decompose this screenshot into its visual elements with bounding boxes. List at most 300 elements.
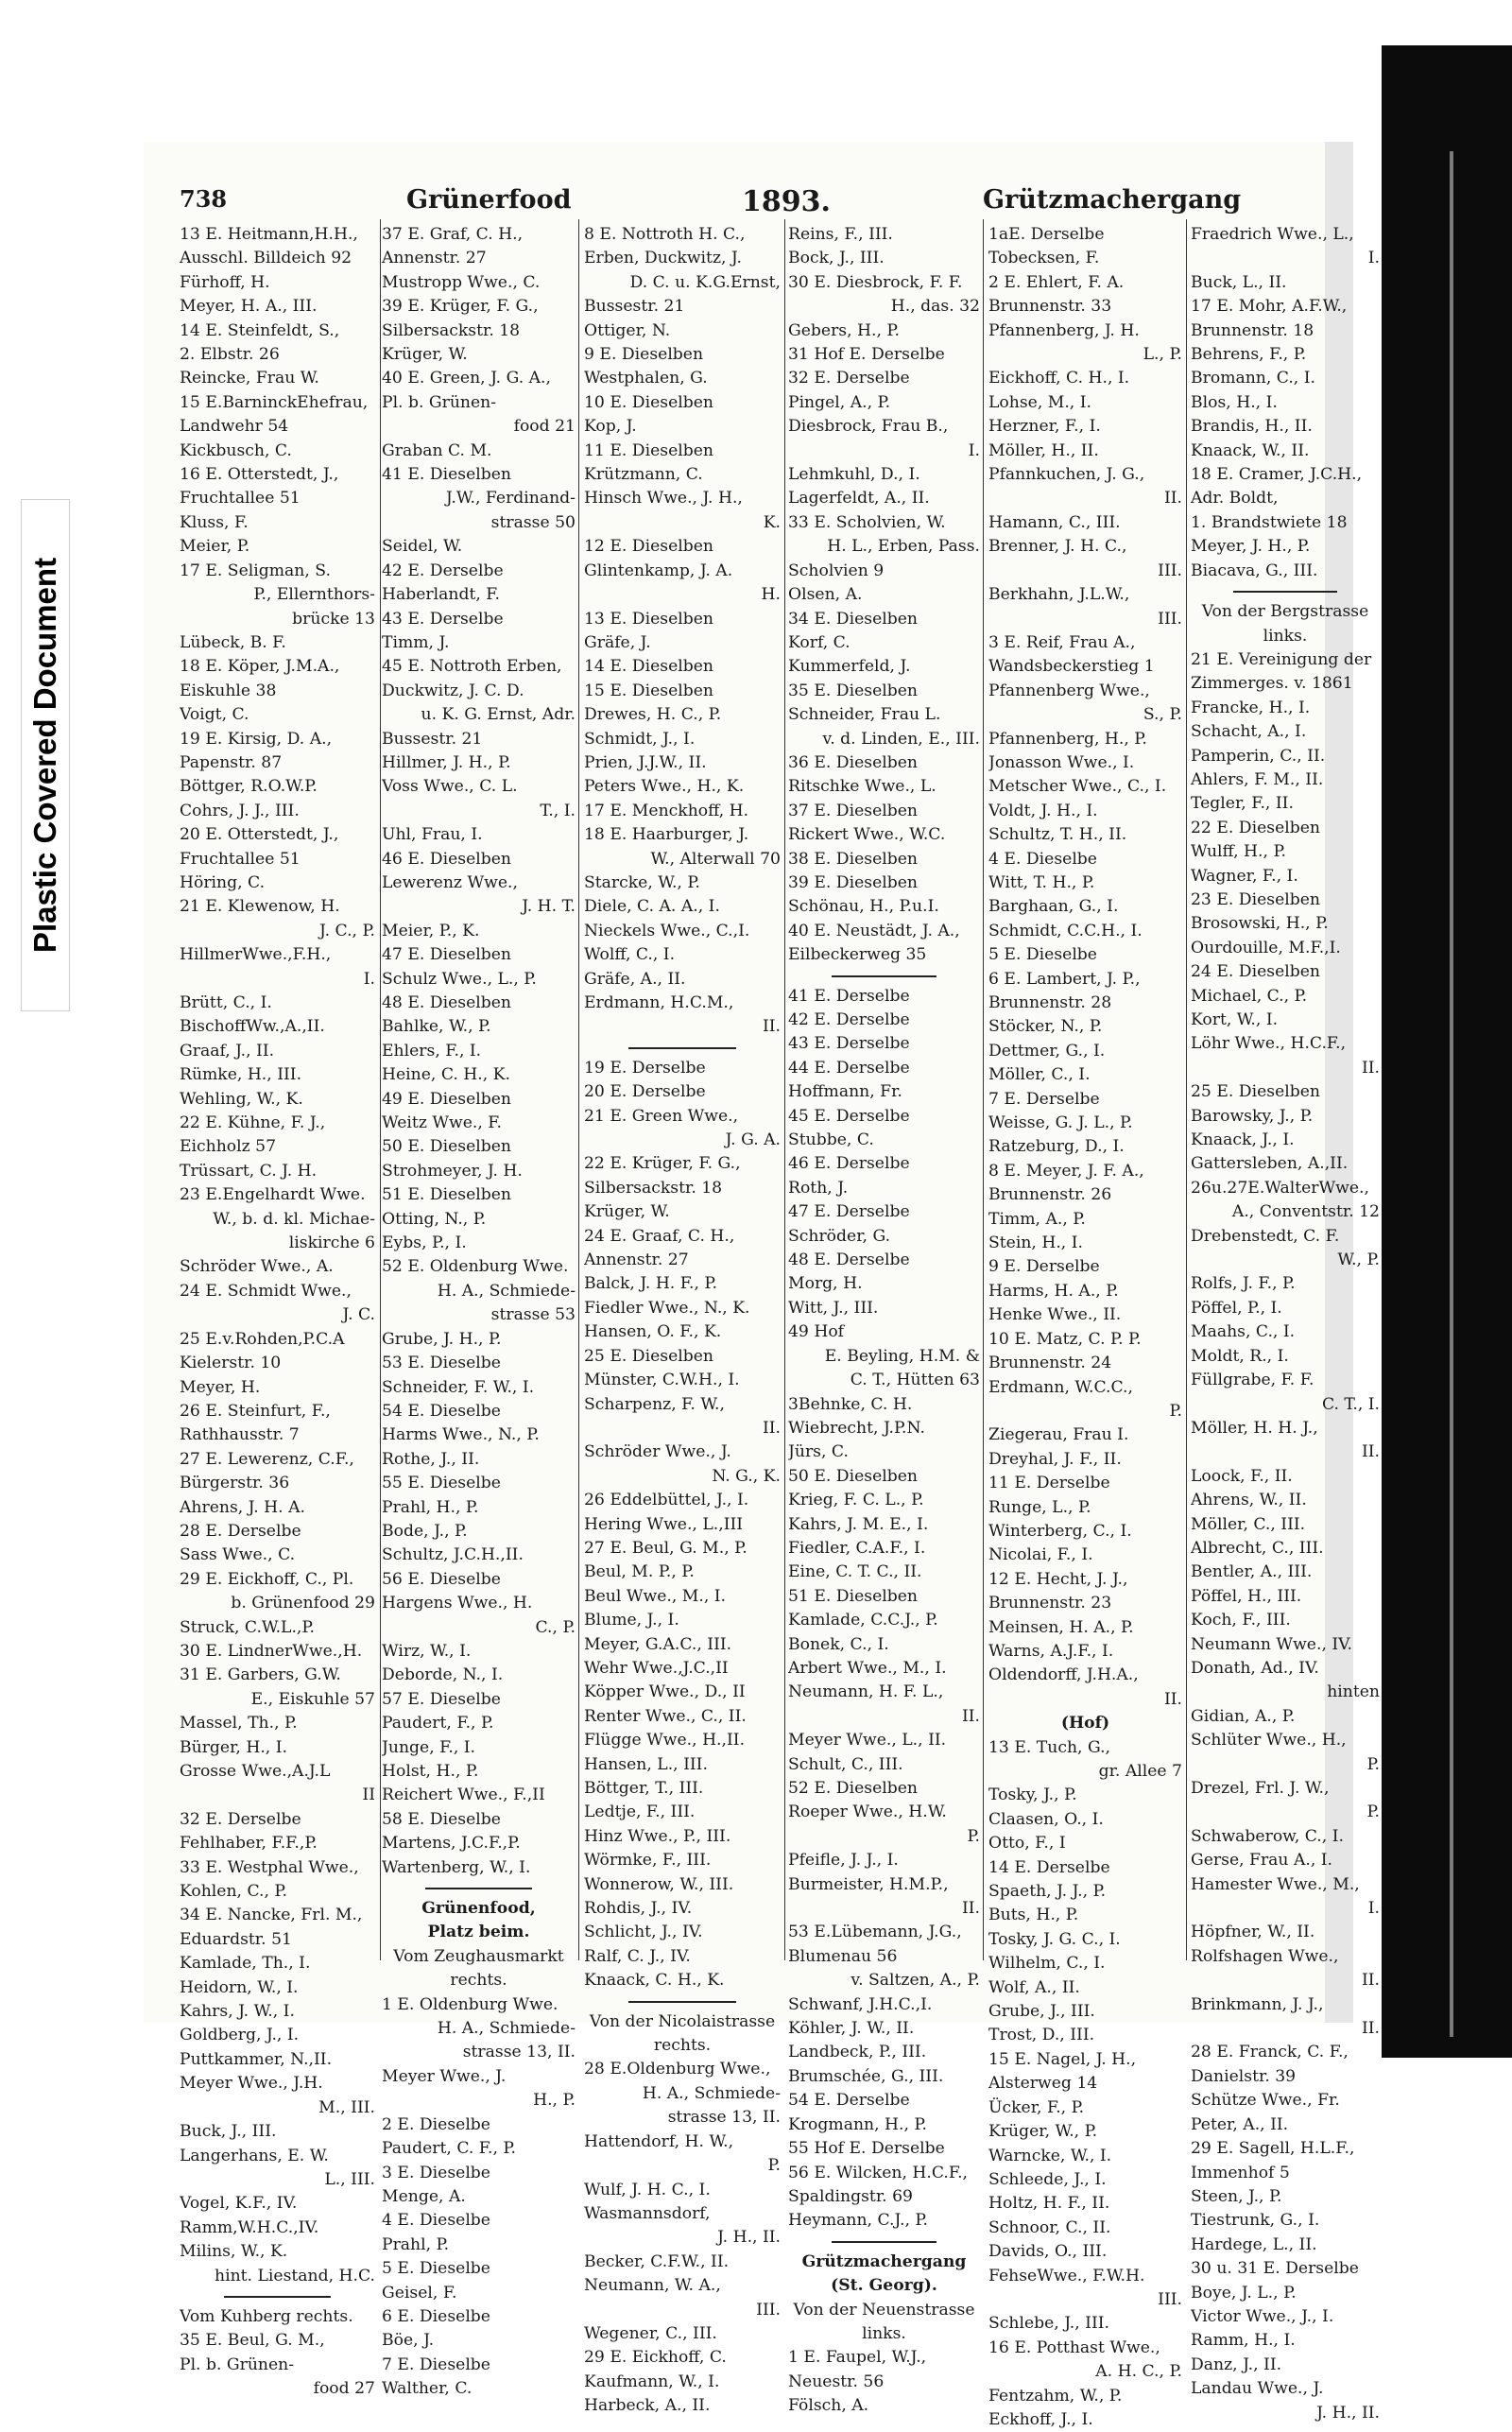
directory-entry-line: Füllgrabe, F. F. (1191, 1371, 1314, 1390)
directory-entry-line: Bussestr. 21 (584, 297, 685, 317)
directory-entry-line: Fiedler Wwe., N., K. (584, 1298, 750, 1318)
directory-entry-line: Fentzahm, W., P. (988, 2386, 1123, 2406)
directory-entry-line: W., Alterwall 70 (650, 849, 781, 869)
directory-entry-line: Blume, J., I. (584, 1611, 679, 1630)
directory-entry-line: Landwehr 54 (180, 417, 289, 437)
directory-entry-line: 42 E. Derselbe (382, 561, 504, 580)
directory-entry-line: hinten (1327, 1682, 1380, 1702)
directory-entry-line: 41 E. Dieselben (382, 465, 511, 485)
directory-entry-line: Gräfe, A., II. (584, 969, 686, 989)
directory-entry-line: K. (763, 512, 781, 532)
directory-entry-line: 3Behnke, C. H. (788, 1394, 913, 1414)
directory-entry-line: Weitz Wwe., F. (382, 1113, 503, 1133)
directory-entry-line: 3 E. Dieselbe (382, 2163, 490, 2182)
directory-entry-line: 41 E. Derselbe (788, 986, 910, 1006)
directory-entry-line: Milins, W., K. (180, 2242, 288, 2262)
directory-entry-line: Brütt, C., I. (180, 993, 272, 1012)
directory-entry-line: T., I. (540, 801, 576, 820)
directory-entry-line: P. (1169, 1401, 1182, 1421)
directory-entry-line: 56 E. Dieselbe (382, 1569, 501, 1589)
directory-entry-line: Ücker, F., P. (988, 2097, 1085, 2117)
directory-entry-line: Puttkammer, N.,II. (180, 2049, 333, 2069)
directory-entry-line: 14 E. Derselbe (988, 1857, 1110, 1877)
directory-entry-line: Ritschke Wwe., L. (788, 777, 936, 797)
directory-entry-line: W., P. (1337, 1250, 1380, 1270)
directory-entry-line: N. G., K. (712, 1466, 781, 1486)
directory-entry-line: Schmidt, J., I. (584, 729, 696, 749)
directory-entry-line: 54 E. Derselbe (788, 2091, 910, 2111)
directory-entry-line: 7 E. Derselbe (988, 1089, 1100, 1109)
directory-entry-line: 42 E. Derselbe (788, 1010, 910, 1029)
directory-entry-line: Boye, J. L., P. (1191, 2283, 1297, 2303)
directory-column-3 (584, 223, 781, 2419)
directory-entry-line: 10 E. Dieselben (584, 392, 713, 412)
directory-entry-line: Ottiger, N. (584, 320, 671, 340)
directory-entry-line: Graaf, J., II. (180, 1041, 275, 1061)
directory-entry-line: strasse 53 (490, 1305, 576, 1325)
directory-entry-line: Struck, C.W.L.,P. (180, 1617, 315, 1637)
directory-entry-line: 25 E. Dieselben (1191, 1082, 1320, 1102)
directory-entry-line: Kummerfeld, J. (788, 657, 911, 677)
directory-entry-line: 5 E. Dieselbe (988, 945, 1097, 965)
right-running-title: Grützmachergang (983, 185, 1242, 215)
directory-entry-line: J. H., II. (717, 2228, 781, 2248)
directory-entry-line: Grützmachergang (801, 2251, 967, 2271)
directory-entry-line: Biacava, G., III. (1191, 561, 1318, 580)
directory-entry-line: 6 E. Dieselbe (382, 2306, 490, 2326)
directory-entry-line: III. (1158, 561, 1182, 580)
directory-entry-line: Wasmannsdorf, (584, 2203, 711, 2223)
directory-entry-line: Pfannenberg Wwe., (988, 681, 1150, 700)
directory-entry-line: Pöffel, H., III. (1191, 1586, 1302, 1606)
directory-entry-line: 19 E. Kirsig, D. A., (180, 729, 333, 749)
directory-entry-line: Möller, C., III. (1191, 1514, 1306, 1534)
directory-entry-line: HillmerWwe.,F.H., (180, 945, 332, 965)
directory-entry-line: 8 E. Meyer, J. F. A., (988, 1161, 1144, 1181)
directory-entry-line: Peters Wwe., H., K. (584, 777, 745, 797)
directory-entry-line: H., das. 32 (890, 297, 980, 317)
directory-entry-line: Witt, T. H., P. (988, 872, 1095, 892)
directory-entry-line: Kop, J. (584, 417, 637, 437)
next-page-edge (1450, 151, 1453, 2037)
directory-entry-line: 4 E. Dieselbe (382, 2211, 490, 2231)
directory-entry-line: C., P. (535, 1617, 576, 1637)
directory-entry-line: Böttger, R.O.W.P. (180, 777, 318, 797)
directory-entry-line: 26u.27E.WalterWwe., (1191, 1178, 1369, 1198)
directory-entry-line: C. T., Hütten 63 (850, 1371, 980, 1390)
directory-entry-line: Neumann, W. A., (584, 2276, 721, 2296)
column-rule (983, 219, 984, 1960)
directory-entry-line: Wolff, C., I. (584, 945, 676, 965)
directory-entry-line: Gebers, H., P. (788, 320, 900, 340)
directory-entry-line: 10 E. Matz, C. P. P. (988, 1329, 1142, 1349)
directory-entry-line: III. (1158, 609, 1182, 629)
directory-entry-line: Drebenstedt, C. F. (1191, 1226, 1340, 1246)
directory-entry-line: E. Beyling, H.M. & (824, 1346, 980, 1366)
black-edge-right (1382, 45, 1512, 2058)
directory-entry-line: Schwanf, J.H.C.,I. (788, 1994, 933, 2014)
directory-entry-line: Mustropp Wwe., C. (382, 272, 541, 292)
directory-entry-line: 1aE. Derselbe (988, 225, 1105, 244)
directory-entry-line: J. C. (342, 1305, 375, 1325)
directory-entry-line: Diele, C. A. A., I. (584, 897, 720, 917)
directory-entry-line: Eiskuhle 38 (180, 681, 277, 700)
directory-entry-line: III. (756, 2300, 781, 2320)
directory-entry-line: 55 Hof E. Derselbe (788, 2139, 945, 2159)
directory-entry-line: Weisse, G. J. L., P. (988, 1113, 1133, 1133)
directory-entry-line: II. (1163, 1689, 1182, 1709)
directory-entry-line: 50 E. Dieselben (788, 1466, 918, 1486)
directory-entry-line: M., III. (318, 2097, 375, 2117)
directory-entry-line: 18 E. Köper, J.M.A., (180, 657, 340, 677)
directory-entry-line: Ahrens, W., II. (1191, 1491, 1307, 1510)
directory-entry-line: Barghaan, G., I. (988, 897, 1119, 917)
directory-entry-line: Ralf, C. J., IV. (584, 1946, 691, 1966)
directory-entry-line: 30 E. Diesbrock, F. F. (788, 272, 963, 292)
directory-entry-line: Bürger, H., I. (180, 1737, 287, 1757)
section-separator (584, 1993, 781, 2010)
directory-entry-line: Immenhof 5 (1191, 2163, 1290, 2182)
directory-entry-line: Rickert Wwe., W.C. (788, 825, 946, 845)
directory-entry-line: E., Eiskuhle 57 (250, 1689, 375, 1709)
directory-entry-line: Wilhelm, C., I. (988, 1954, 1106, 1974)
directory-entry-line: 27 E. Lewerenz, C.F., (180, 1449, 354, 1469)
directory-entry-line: Fruchtallee 51 (180, 489, 301, 509)
directory-entry-line: Holst, H., P. (382, 1762, 479, 1781)
directory-entry-line: Neumann Wwe., IV. (1191, 1634, 1353, 1654)
directory-entry-line: Wandsbeckerstieg 1 (988, 657, 1155, 677)
section-separator (1191, 583, 1380, 600)
directory-entry-line: Grosse Wwe.,A.J.L (180, 1762, 331, 1781)
directory-entry-line: Buck, L., II. (1191, 272, 1287, 292)
directory-entry-line: 14 E. Dieselben (584, 657, 713, 677)
directory-entry-line: 51 E. Dieselben (382, 1185, 511, 1205)
directory-entry-line: 29 E. Sagell, H.L.F., (1191, 2139, 1355, 2159)
directory-entry-line: Hamann, C., III. (988, 512, 1121, 532)
directory-entry-line: Rolfshagen Wwe., (1191, 1946, 1339, 1966)
directory-entry-line: Grube, J. H., P. (382, 1329, 502, 1349)
directory-entry-line: 35 E. Dieselben (788, 681, 918, 700)
directory-entry-line: Wartenberg, W., I. (382, 1857, 531, 1877)
directory-entry-line: Lewerenz Wwe., (382, 872, 518, 892)
directory-entry-line: Jonasson Wwe., I. (988, 752, 1135, 772)
directory-entry-line: BischoffWw.,A.,II. (180, 1017, 325, 1037)
directory-entry-line: strasse 13, II. (462, 2043, 576, 2062)
directory-entry-line: 31 Hof E. Derselbe (788, 345, 945, 365)
directory-entry-line: Spaldingstr. 69 (788, 2186, 913, 2206)
directory-entry-line: Meyer, G.A.C., III. (584, 1634, 732, 1654)
directory-entry-line: 45 E. Derselbe (788, 1106, 910, 1126)
directory-entry-line: rechts. (450, 1971, 507, 1991)
directory-entry-line: H. A., Schmiede- (437, 1281, 576, 1301)
plastic-covered-text: Plastic Covered Document (27, 557, 62, 954)
directory-entry-line: Walther, C. (382, 2379, 472, 2399)
directory-entry-line: 18 E. Haarburger, J. (584, 825, 749, 845)
directory-entry-line: H. L., Erben, Pass. (827, 537, 980, 557)
directory-entry-line: Grünenfood, (421, 1899, 536, 1919)
directory-entry-line: Brandis, H., II. (1191, 417, 1313, 437)
directory-entry-line: Ahrens, J. H. A. (180, 1497, 305, 1517)
directory-entry-line: 13 E. Tuch, G., (988, 1737, 1111, 1757)
directory-entry-line: 13 E. Dieselben (584, 609, 713, 629)
directory-entry-line: 29 E. Eickhoff, C., Pl. (180, 1569, 354, 1589)
directory-entry-line: Hargens Wwe., H. (382, 1594, 533, 1613)
directory-entry-line: Pöffel, P., I. (1191, 1298, 1282, 1318)
directory-entry-line: Becker, C.F.W., II. (584, 2251, 730, 2271)
directory-entry-line: Schlebe, J., III. (988, 2314, 1110, 2334)
directory-entry-line: Hansen, O. F., K. (584, 1322, 722, 1342)
directory-entry-line: Wegener, C., III. (584, 2323, 717, 2343)
directory-entry-line: Schult, C., III. (788, 1754, 903, 1774)
directory-entry-line: 53 E.Lübemann, J.G., (788, 1923, 962, 1942)
directory-entry-line: Reichert Wwe., F.,II (382, 1785, 545, 1805)
directory-entry-line: Herzner, F., I. (988, 417, 1101, 437)
directory-entry-line: J. G. A. (725, 1130, 781, 1150)
directory-entry-line: 54 E. Dieselbe (382, 1401, 501, 1421)
directory-entry-line: b. Grünenfood 29 (231, 1594, 375, 1613)
directory-entry-line: Rathhausstr. 7 (180, 1425, 300, 1445)
directory-entry-line: Brunnenstr. 33 (988, 297, 1112, 317)
directory-entry-line: Buck, J., III. (180, 2122, 277, 2142)
directory-entry-line: Knaack, C. H., K. (584, 1971, 725, 1991)
directory-entry-line: Berkhahn, J.L.W., (988, 585, 1130, 605)
directory-entry-line: Böttger, T., III. (584, 1779, 704, 1798)
directory-entry-line: Meyer, J. H., P. (1191, 537, 1311, 557)
directory-entry-line: Duckwitz, J. C. D. (382, 681, 524, 700)
directory-entry-line: Zimmerges. v. 1861 (1191, 674, 1353, 694)
directory-entry-line: 35 E. Beul, G. M., (180, 2331, 325, 2351)
directory-entry-line: Danz, J., II. (1191, 2354, 1282, 2374)
directory-entry-line: Hansen, L., III. (584, 1754, 708, 1774)
directory-entry-line: Meyer, H. A., III. (180, 297, 318, 317)
directory-entry-line: Eichholz 57 (180, 1137, 277, 1157)
directory-entry-line: Metscher Wwe., C., I. (988, 777, 1167, 797)
directory-entry-line: Heine, C. H., K. (382, 1065, 510, 1085)
directory-entry-line: Wulff, H., P. (1191, 842, 1286, 862)
directory-entry-line: 2 E. Ehlert, F. A. (988, 272, 1125, 292)
directory-entry-line: hint. Liestand, H.C. (215, 2266, 375, 2285)
directory-entry-line: Lohse, M., I. (988, 392, 1091, 412)
directory-entry-line: Eilbeckerweg 35 (788, 945, 927, 965)
directory-entry-line: Trost, D., III. (988, 2026, 1095, 2045)
directory-entry-line: Pl. b. Grünen- (180, 2354, 295, 2374)
directory-entry-line: Meinsen, H. A., P. (988, 1617, 1134, 1637)
directory-column-1 (180, 223, 375, 2402)
directory-entry-line: II. (1361, 1442, 1380, 1462)
directory-entry-line: Claasen, O., I. (988, 1809, 1104, 1829)
directory-entry-line: Prien, J.J.W., II. (584, 752, 707, 772)
directory-entry-line: Flügge Wwe., H.,II. (584, 1731, 746, 1751)
directory-entry-line: Sass Wwe., C. (180, 1545, 296, 1565)
directory-entry-line: Warncke, W., I. (988, 2146, 1112, 2165)
directory-entry-line: Ausschl. Billdeich 92 (180, 249, 352, 268)
directory-entry-line: Beul, M. P., P. (584, 1562, 695, 1582)
directory-entry-line: 14 E. Steinfeldt, S., (180, 320, 340, 340)
directory-entry-line: Heidorn, W., I. (180, 1977, 299, 1997)
directory-entry-line: 28 E. Derselbe (180, 1521, 301, 1541)
directory-entry-line: gr. Allee 7 (1098, 1762, 1182, 1781)
directory-entry-line: Starcke, W., P. (584, 872, 700, 892)
directory-entry-line: 2 E. Dieselbe (382, 2114, 490, 2134)
directory-entry-line: Deborde, N., I. (382, 1665, 504, 1685)
directory-entry-line: FehseWwe., F.W.H. (988, 2266, 1145, 2285)
directory-entry-line: Krüger, W. (382, 345, 468, 365)
directory-entry-line: 1 E. Faupel, W.J., (788, 2348, 927, 2368)
directory-entry-line: Fölsch, A. (788, 2396, 869, 2416)
directory-entry-line: 47 E. Derselbe (788, 1202, 910, 1222)
directory-entry-line: Diesbrock, Frau B., (788, 417, 949, 437)
directory-entry-line: Prahl, P. (382, 2234, 450, 2254)
directory-entry-line: L., P. (1143, 345, 1182, 365)
directory-entry-line: Buts, H., P. (988, 1906, 1079, 1925)
directory-entry-line: Meyer Wwe., L., II. (788, 1731, 947, 1751)
directory-entry-line: 7 E. Dieselbe (382, 2354, 490, 2374)
directory-entry-line: Knaack, J., I. (1191, 1130, 1295, 1150)
directory-entry-line: 2. Elbstr. 26 (180, 345, 280, 365)
directory-entry-line: Schröder Wwe., A. (180, 1257, 334, 1277)
directory-entry-line: Graban C. M. (382, 440, 492, 460)
left-running-title: Grünerfood (406, 185, 572, 215)
directory-entry-line: Seidel, W. (382, 537, 463, 557)
directory-entry-line: Holtz, H. F., II. (988, 2194, 1110, 2214)
directory-entry-line: Kahrs, J. W., I. (180, 2002, 295, 2022)
directory-entry-line: Martens, J.C.F.,P. (382, 1834, 521, 1854)
directory-entry-line: Tiestrunk, G., I. (1191, 2211, 1320, 2231)
directory-entry-line: 43 E. Derselbe (382, 609, 504, 629)
directory-entry-line: Brinkmann, J. J., (1191, 1994, 1324, 2014)
directory-entry-line: Kielerstr. 10 (180, 1354, 282, 1373)
directory-entry-line: 28 E.Oldenburg Wwe., (584, 2060, 771, 2079)
directory-entry-line: Landbeck, P., III. (788, 2043, 927, 2062)
directory-entry-line: Ledtje, F., III. (584, 1802, 696, 1822)
directory-entry-line: P. (967, 1826, 980, 1846)
directory-entry-line: Knaack, W., II. (1191, 440, 1310, 460)
directory-entry-line: Rohdis, J., IV. (584, 1899, 693, 1919)
directory-entry-line: Langerhans, E. W. (180, 2146, 329, 2165)
directory-entry-line: 13 E. Heitmann,H.H., (180, 225, 358, 244)
directory-entry-line: Bürgerstr. 36 (180, 1474, 290, 1493)
directory-entry-line: 46 E. Dieselben (382, 849, 511, 869)
directory-entry-line: Arbert Wwe., M., I. (788, 1658, 947, 1678)
column-rule (578, 219, 579, 1960)
directory-entry-line: Tegler, F., II. (1191, 794, 1294, 814)
directory-entry-line: Cohrs, J. J., III. (180, 801, 300, 820)
directory-entry-line: Moldt, R., I. (1191, 1346, 1289, 1366)
directory-entry-line: 56 E. Wilcken, H.C.F., (788, 2163, 968, 2182)
directory-entry-line: A., Conventstr. 12 (1231, 1202, 1380, 1222)
directory-entry-line: H. A., Schmiede- (437, 2019, 576, 2039)
directory-entry-line: Heymann, C.J., P. (788, 2211, 928, 2231)
directory-entry-line: Otting, N., P. (382, 1209, 487, 1229)
directory-entry-line: 15 E.BarninckEhefrau, (180, 392, 369, 412)
directory-entry-line: Adr. Boldt, (1191, 489, 1279, 509)
directory-entry-line: 58 E. Dieselbe (382, 1809, 501, 1829)
directory-entry-line: Schröder Wwe., J. (584, 1442, 731, 1462)
directory-entry-line: Wirz, W., I. (382, 1641, 472, 1661)
directory-entry-line: 21 E. Vereinigung der (1191, 649, 1372, 669)
directory-entry-line: Schütze Wwe., Fr. (1191, 2091, 1340, 2111)
directory-entry-line: Hillmer, J. H., P. (382, 752, 511, 772)
directory-entry-line: 52 E. Oldenburg Wwe. (382, 1257, 569, 1277)
directory-entry-line: Kickbusch, C. (180, 440, 292, 460)
directory-entry-line: 25 E.v.Rohden,P.C.A (180, 1329, 345, 1349)
directory-entry-line: (Hof) (1060, 1714, 1110, 1733)
directory-entry-line: 1 E. Oldenburg Wwe. (382, 1994, 558, 2014)
directory-column-2 (382, 223, 576, 2402)
directory-entry-line: Ramm, H., I. (1191, 2331, 1296, 2351)
directory-entry-line: 39 E. Krüger, F. G., (382, 297, 539, 317)
directory-entry-line: Ehlers, F., I. (382, 1041, 482, 1061)
directory-entry-line: Böe, J. (382, 2331, 435, 2351)
directory-entry-line: Pamperin, C., II. (1191, 746, 1326, 766)
directory-entry-line: Morg, H. (788, 1274, 863, 1294)
directory-entry-line: 20 E. Derselbe (584, 1082, 706, 1102)
directory-entry-line: 17 E. Mohr, A.F.W., (1191, 297, 1348, 317)
section-separator (584, 1040, 781, 1057)
directory-entry-line: Westphalen, G. (584, 369, 708, 388)
directory-entry-line: Brenner, J. H. C., (988, 537, 1127, 557)
directory-entry-line: Münster, C.W.H., I. (584, 1371, 740, 1390)
directory-entry-line: Junge, F., I. (382, 1737, 476, 1757)
directory-entry-line: 12 E. Hecht, J. J., (988, 1569, 1128, 1589)
directory-entry-line: 20 E. Otterstedt, J., (180, 825, 339, 845)
directory-entry-line: Nieckels Wwe., C.,I. (584, 921, 750, 940)
directory-entry-line: 22 E. Dieselben (1191, 818, 1320, 837)
directory-entry-line: I. (363, 969, 375, 989)
directory-entry-line: II. (961, 1706, 980, 1726)
directory-entry-line: food 27 (313, 2379, 375, 2399)
directory-column-6 (1191, 223, 1380, 2425)
directory-column-5 (988, 223, 1182, 2432)
directory-entry-line: 21 E. Klewenow, H. (180, 897, 340, 917)
directory-entry-line: 16 E. Otterstedt, J., (180, 465, 339, 485)
directory-entry-line: Schnoor, C., II. (988, 2217, 1111, 2237)
directory-entry-line: Behrens, F., P. (1191, 345, 1307, 365)
directory-entry-line: strasse 13, II. (667, 2108, 781, 2128)
directory-entry-line: Beul Wwe., M., I. (584, 1586, 727, 1606)
directory-entry-line: II. (1163, 489, 1182, 509)
directory-entry-line: Ourdouille, M.F.,I. (1191, 938, 1341, 957)
directory-entry-line: Ahlers, F. M., II. (1191, 769, 1324, 789)
directory-entry-line: Trüssart, C. J. H. (180, 1161, 318, 1181)
directory-entry-line: Kort, W., I. (1191, 1010, 1279, 1029)
directory-entry-line: 43 E. Derselbe (788, 1034, 910, 1054)
directory-entry-line: 32 E. Derselbe (180, 1809, 301, 1829)
directory-entry-line: I. (1367, 249, 1380, 268)
directory-entry-line: Michael, C., P. (1191, 986, 1308, 1006)
directory-entry-line: Vom Zeughausmarkt (393, 1946, 564, 1966)
directory-entry-line: II. (1361, 2019, 1380, 2039)
directory-entry-line: Burmeister, H.M.P., (788, 1874, 949, 1894)
directory-entry-line: Scharpenz, F. W., (584, 1394, 725, 1414)
directory-entry-line: 47 E. Dieselben (382, 945, 511, 965)
directory-entry-line: Rothe, J., II. (382, 1449, 480, 1469)
directory-entry-line: Stein, H., I. (988, 1233, 1083, 1253)
directory-entry-line: Eduardstr. 51 (180, 1929, 292, 1949)
directory-entry-line: links. (1263, 626, 1308, 646)
directory-entry-line: Nicolai, F., I. (988, 1545, 1093, 1565)
directory-entry-line: Krüger, W. (584, 1202, 670, 1222)
directory-entry-line: 5 E. Dieselbe (382, 2259, 490, 2279)
directory-entry-line: I. (1367, 1899, 1380, 1919)
directory-entry-line: Tosky, J., P. (988, 1785, 1077, 1805)
directory-entry-line: H. A., Schmiede- (642, 2083, 781, 2103)
directory-entry-line: Bonek, C., I. (788, 1634, 889, 1654)
directory-entry-line: Von der Bergstrasse (1201, 602, 1369, 622)
directory-entry-line: I. (968, 440, 980, 460)
directory-entry-line: Höpfner, W., II. (1191, 1923, 1315, 1942)
directory-entry-line: Neuestr. 56 (788, 2372, 885, 2391)
